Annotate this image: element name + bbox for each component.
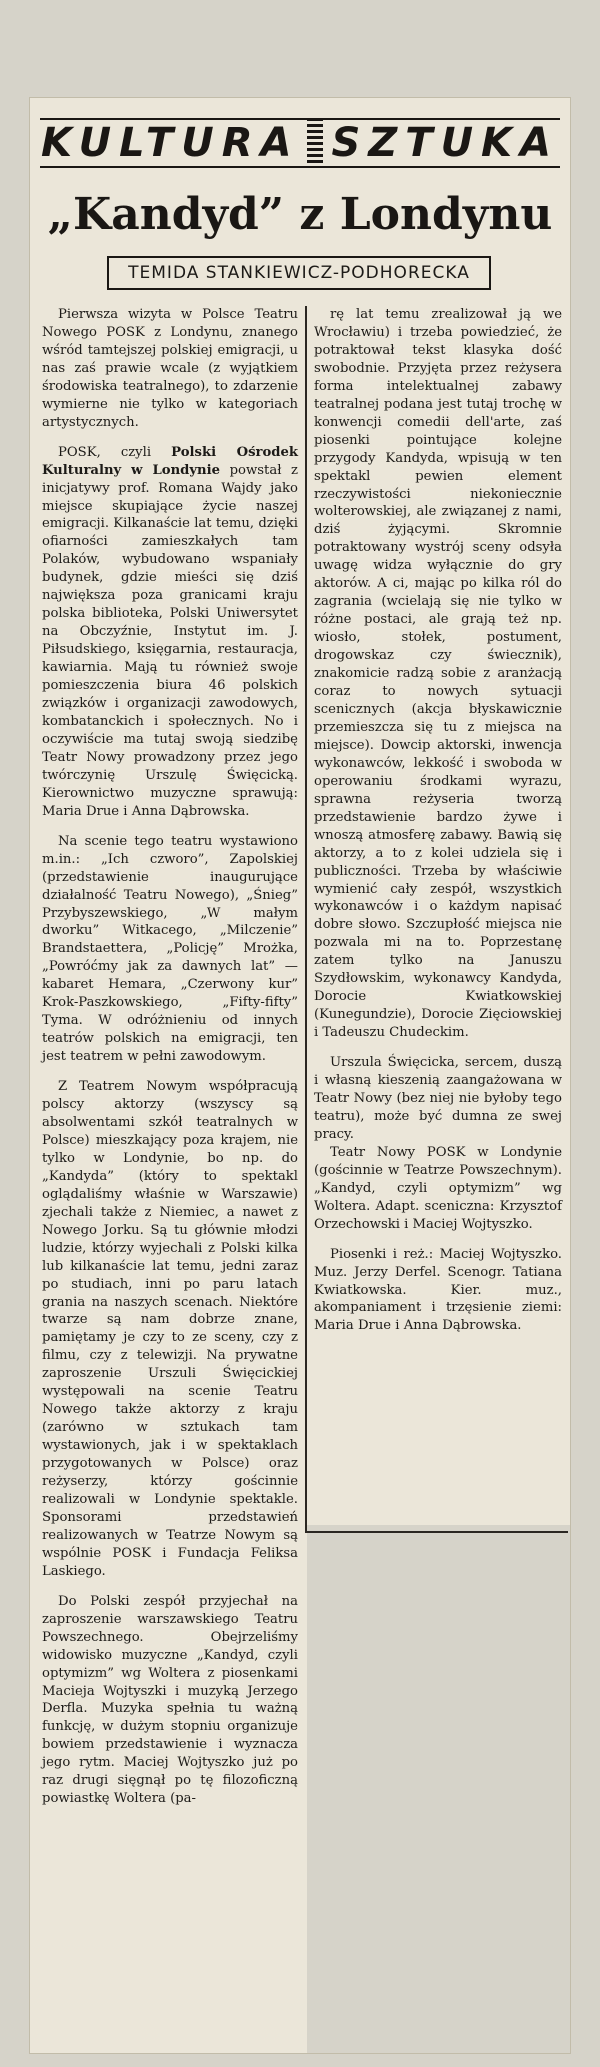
paragraph-lead: POSK, czyli [58, 444, 152, 460]
paragraph: Na scenie tego teatru wystawiono m.in.: „Ich czworo”, Zapolskiej (przedstawienie inaugurujące działalność Teatru Nowego), „Śnieg” Przybyszewskiego, „W małym dworku” Witkacego, „Milczenie” Brandstaettera, „Policję” Mrożka, „Powróćmy jak za dawnych lat” — kabaret Hemara, „Czerwony kur” Krok-Paszkowskiego, „Fifty-fifty” Tyma. W odróżnieniu od innych teatrów polskich na emigracji, ten jest teatrem w pełni zawodowym. [42, 833, 298, 1065]
paragraph [42, 444, 298, 821]
clipping-cutout [307, 1525, 570, 2053]
organization-name: Polski Ośrodek Kulturalny w Londynie [42, 444, 298, 478]
paragraph: Do Polski zespół przyjechał na zaproszenie warszawskiego Teatru Powszechnego. Obejrzeliśmy widowisko muzyczne „Kandyd, czyli optymizm” wg Woltera z piosenkami Macieja Wojtyszki i muzyką Jerzego Derfla. Muzyka spełnia tu ważną funkcję, w dużym stopniu organizuje bowiem przedstawienie i wyznacza jego rytm. Maciej Wojtyszko już po raz drugi sięgnął po tę filozoficzną powiastkę Woltera (pa- [42, 1593, 298, 1807]
left-column [42, 306, 298, 1808]
paragraph: Z Teatrem Nowym współpracują polscy aktorzy (wszyscy są absolwentami szkół teatralnych w Polsce) mieszkający poza krajem, nie tylko w Londynie, bo np. do „Kandyda” (który to spektakl oglądaliśmy właśnie w Warszawie) zjechali także z Niemiec, a nawet z Nowego Jorku. Są tu głównie młodzi ludzie, którzy wyjechali z Polski kilka lub kilkanaście lat temu, jedni zaraz po studiach, inni po paru latach grania na naszych scenach. Niektóre twarze są nam dobrze znane, pamiętamy je czy to ze sceny, czy z filmu, czy z telewizji. Na prywatne zaproszenie Urszuli Święcickiej występowali na scenie Teatru Nowego także aktorzy z kraju (zarówno w sztukach tam wystawionych, jak i w spektaklach przygotowanych w Polsce) oraz reżyserzy, którzy gościnnie realizowali w Londynie spektakle. Sponsorami przedstawień realizowanych w Teatrze Nowym są wspólnie POSK i Fundacja Feliksa Laskiego. [42, 1079, 298, 1579]
right-column [314, 306, 562, 1335]
paragraph: Urszula Święcicka, sercem, duszą i własną kieszenią zaangażowana w Teatr Nowy (bez niej nie byłoby tego teatru), może być dumna ze swej pracy. [314, 1055, 562, 1142]
paragraph: Pierwsza wizyta w Polsce Teatru Nowego POSK z Londynu, znanego wśród tamtejszej polskiej emigracji, u nas zaś prawie wcale (z wyjątkiem środowiska teatralnego), to zdarzenie wymierne nie tylko w kategoriach artystycznych. [42, 307, 298, 430]
column-rule [305, 306, 307, 1531]
paragraph: rę lat temu zrealizował ją we Wrocławiu) i trzeba powiedzieć, że potraktował tekst klasyka dość swobodnie. Przyjęta przez reżysera forma intelektualnej zabawy teatralnej podana jest tutaj trochę w konwencji comedii dell'arte, zaś piosenki pointujące kolejne przygody Kandyda, wpisują w ten spektakl pewien element rzeczywistości niekoniecznie wolterowskiej, ale związanej z nami, dziś żyjącymi. Skromnie potraktowany wystrój sceny odsyła uwagę widza wyłącznie do gry aktorów. A ci, mając po kilka ról do zagrania (wcielają się nie tylko w różne postaci, ale grają też np. wiosło, stołek, postument, drogowskaz czy świecznik), znakomicie radzą sobie z aranżacją coraz to nowych sytuacji scenicznych (akcja błyskawicznie przemieszcza się tu z miejsca na miejsce). Dowcip aktorski, inwencja wykonawców, lekkość i swoboda w operowaniu środkami wyrazu, sprawna reżyseria tworzą przedstawienie bardzo żywe i wnoszą atmosferę zabawy. Bawią się aktorzy, a to z kolei udziela się i publiczności. Trzeba by właściwie wymienić cały zespół, wszystkich wykonawców i o każdym napisać dobre słowo. Szczupłość miejsca nie pozwala mi na to. Poprzestanę zatem tylko na Januszu Szydłowskim, wykonawcy Kandyda, Dorocie Kwiatkowskiej (Kunegundzie), Dorocie Zięciowskiej i Tadeuszu Chudeckim. [314, 307, 562, 1041]
credits-line: Teatr Nowy POSK w Londynie (gościnnie w Teatrze Powszechnym). „Kandyd, czyli optymizm” wg Woltera. Adapt. sceniczna: Krzysztof Orzechowski i Maciej Wojtyszko. [314, 1144, 562, 1232]
section-masthead [40, 118, 560, 168]
paragraph-rest: powstał z inicjatywy prof. Romana Wajdy jako miejsce skupiające życie naszej emigracji. Kilkanaście lat temu, dzięki ofiarności zamieszkałych tam Polaków, wybudowano wspaniały budynek, gdzie mieści się dziś największa poza granicami kraju polska biblioteka, Polski Uniwersytet na Obczyźnie, Instytut im. J. Piłsudskiego, księgarnia, restauracja, kawiarnia. Mają tu również swoje pomieszczenia biura 46 polskich związków i organizacji zawodowych, kombatanckich i społecznych. No i oczywiście ma tutaj swoją siedzibę Teatr Nowy prowadzony przez jego twórczynię Urszulę Święcicką. Kierownictwo muzyczne sprawują: Maria Drue i Anna Dąbrowska. [42, 462, 299, 819]
masthead-right: SZTUKA [323, 120, 567, 166]
article-headline: „Kandyd” z Londynu [47, 189, 553, 240]
production-credits [314, 1144, 562, 1336]
credits-line: Piosenki i reż.: Maciej Wojtyszko. Muz. Jerzy Derfel. Scenogr. Tatiana Kwiatkowska. Kier. muz., akompaniament i trzęsienie ziemi: Maria Drue i Anna Dąbrowska. [314, 1246, 562, 1334]
masthead-left: KULTURA [33, 120, 307, 166]
column-end-rule [305, 1531, 568, 1533]
article-byline: TEMIDA STANKIEWICZ-PODHORECKA [107, 256, 491, 290]
